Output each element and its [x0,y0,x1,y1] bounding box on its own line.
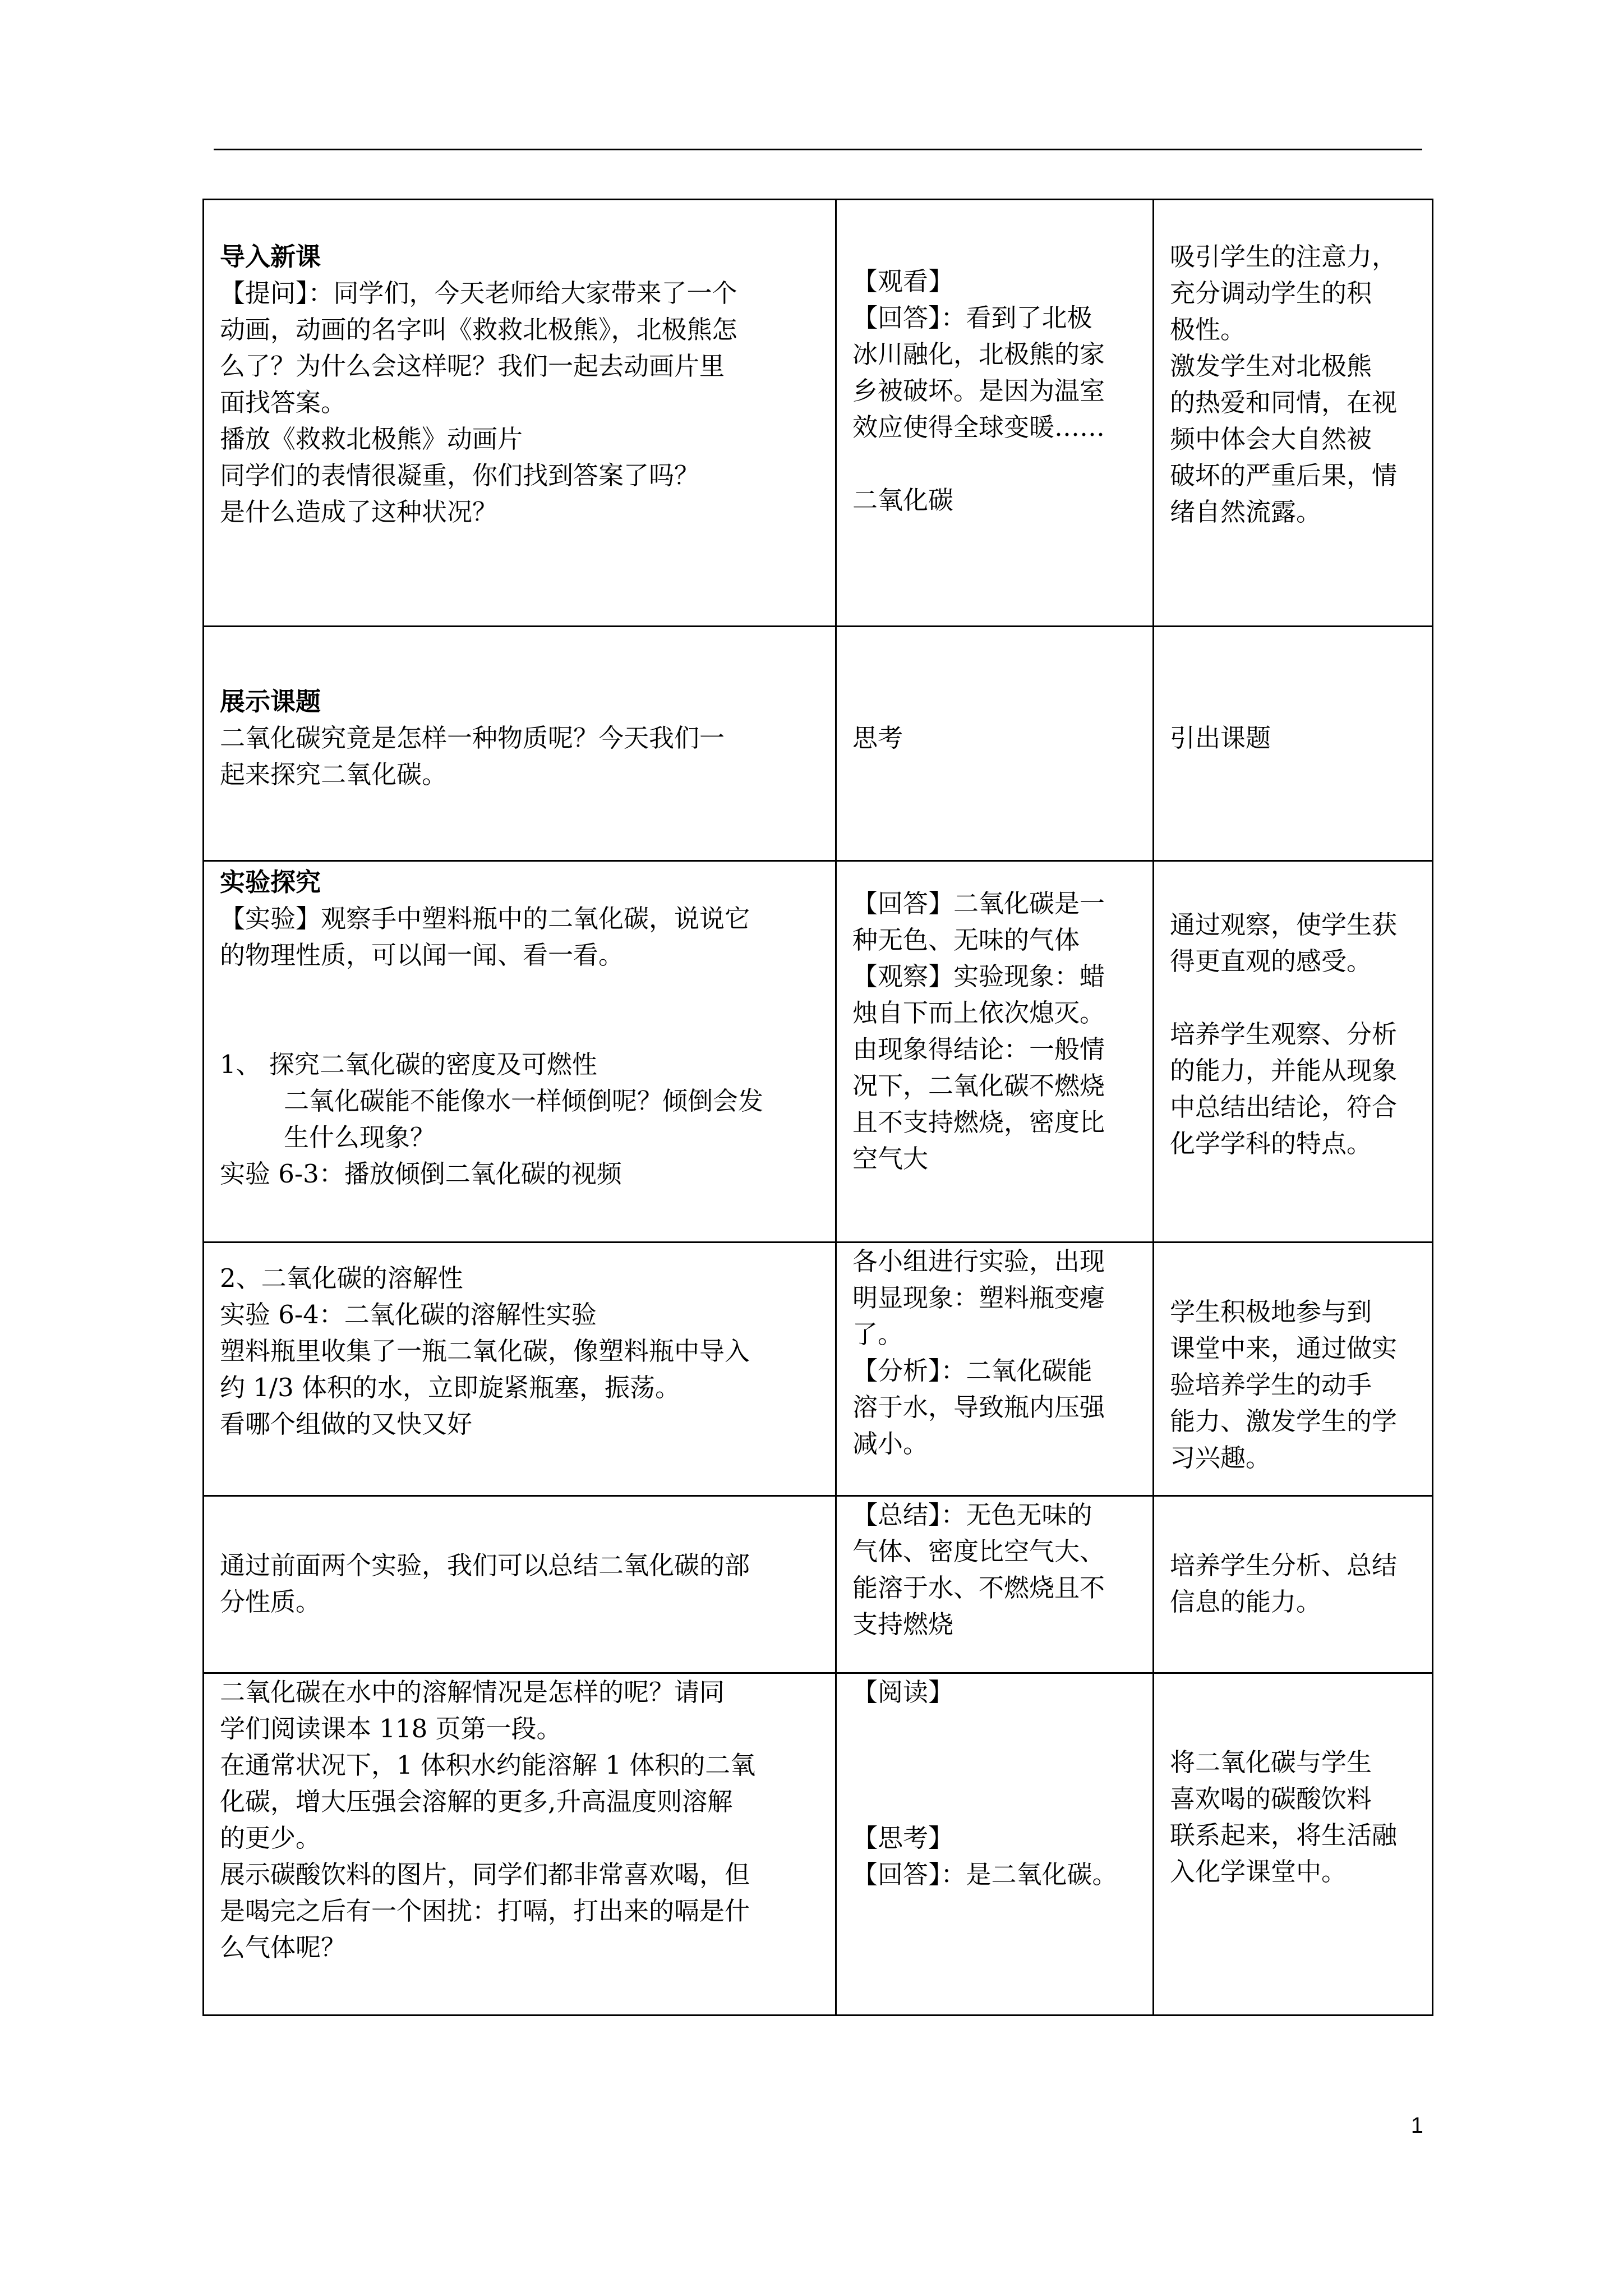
header-rule [214,149,1422,150]
design-intent-cell: 通过观察，使学生获 得更直观的感受。 培养学生观察、分析 的能力，并能从现象 中总结出结论，符合 化学学科的特点。 [1154,861,1433,1243]
design-intent-cell: 培养学生分析、总结 信息的能力。 [1154,1496,1433,1673]
design-intent-cell: 吸引学生的注意力， 充分调动学生的积 极性。 激发学生对北极熊 的热爱和同情，在视 频中体会大自然被 破坏的严重后果，情 绪自然流露。 [1154,200,1433,627]
table-row [204,1243,1433,1496]
section-heading: 展示课题 [220,687,321,716]
student-activity-cell: 【总结】：无色无味的 气体、密度比空气大、 能溶于水、不燃烧且不 支持燃烧 [836,1496,1154,1673]
table-row [204,627,1433,861]
design-intent-cell: 引出课题 [1154,627,1433,861]
teacher-activity-cell: 导入新课 【提问】：同学们，今天老师给大家带来了一个 动画，动画的名字叫《救救北极熊》，北极熊怎 么了？为什么会这样呢？我们一起去动画片里 面找答案。 播放《救救北极熊》动画片 同学们的表情很凝重，你们找到答案了吗？ 是什么造成了这种状况？ [204,200,836,627]
teacher-activity-cell: 展示课题 二氧化碳究竟是怎样一种物质呢？今天我们一 起来探究二氧化碳。 [204,627,836,861]
student-activity-cell: 【阅读】 【思考】 【回答】：是二氧化碳。 [836,1673,1154,2016]
design-intent-cell: 学生积极地参与到 课堂中来，通过做实 验培养学生的动手 能力、激发学生的学 习兴趣。 [1154,1243,1433,1496]
table-row [204,861,1433,1243]
lesson-plan-table [202,199,1433,2016]
page-number: 1 [1410,2113,1423,2138]
student-activity-cell: 【回答】二氧化碳是一 种无色、无味的气体 【观察】实验现象：蜡 烛自下而上依次熄灭。 由现象得结论：一般情 况下，二氧化碳不燃烧 且不支持燃烧，密度比 空气大 [836,861,1154,1243]
section-heading: 导入新课 [220,242,321,272]
teacher-activity-cell: 二氧化碳在水中的溶解情况是怎样的呢？请同 学们阅读课本 118 页第一段。 在通常状况下，1 体积水约能溶解 1 体积的二氧 化碳，增大压强会溶解的更多,升高温度则溶解 的更少。 展示碳酸饮料的图片，同学们都非常喜欢喝，但 是喝完之后有一个困扰：打嗝，打出来的嗝是什 么气体呢？ [204,1673,836,2016]
teacher-activity-cell: 2、二氧化碳的溶解性 实验 6-4：二氧化碳的溶解性实验 塑料瓶里收集了一瓶二氧化碳，像塑料瓶中导入 约 1/3 体积的水，立即旋紧瓶塞，振荡。 看哪个组做的又快又好 [204,1243,836,1496]
table-row [204,1496,1433,1673]
student-activity-cell: 思考 [836,627,1154,861]
teacher-activity-cell: 通过前面两个实验，我们可以总结二氧化碳的部 分性质。 [204,1496,836,1673]
table-row [204,200,1433,627]
student-activity-cell: 【观看】 【回答】：看到了北极 冰川融化，北极熊的家 乡被破坏。是因为温室 效应使得全球变暖…… 二氧化碳 [836,200,1154,627]
teacher-activity-cell: 实验探究 【实验】观察手中塑料瓶中的二氧化碳，说说它 的物理性质，可以闻一闻、看一看。 1、 探究二氧化碳的密度及可燃性 二氧化碳能不能像水一样倾倒呢？倾倒会发 生什么现象？ 实验 6-3：播放倾倒二氧化碳的视频 [204,861,836,1243]
student-activity-cell: 各小组进行实验，出现 明显现象：塑料瓶变瘪 了。 【分析】：二氧化碳能 溶于水，导致瓶内压强 减小。 [836,1243,1154,1496]
design-intent-cell: 将二氧化碳与学生 喜欢喝的碳酸饮料 联系起来，将生活融 入化学课堂中。 [1154,1673,1433,2016]
section-heading: 实验探究 [220,867,321,897]
table-row [204,1673,1433,2016]
